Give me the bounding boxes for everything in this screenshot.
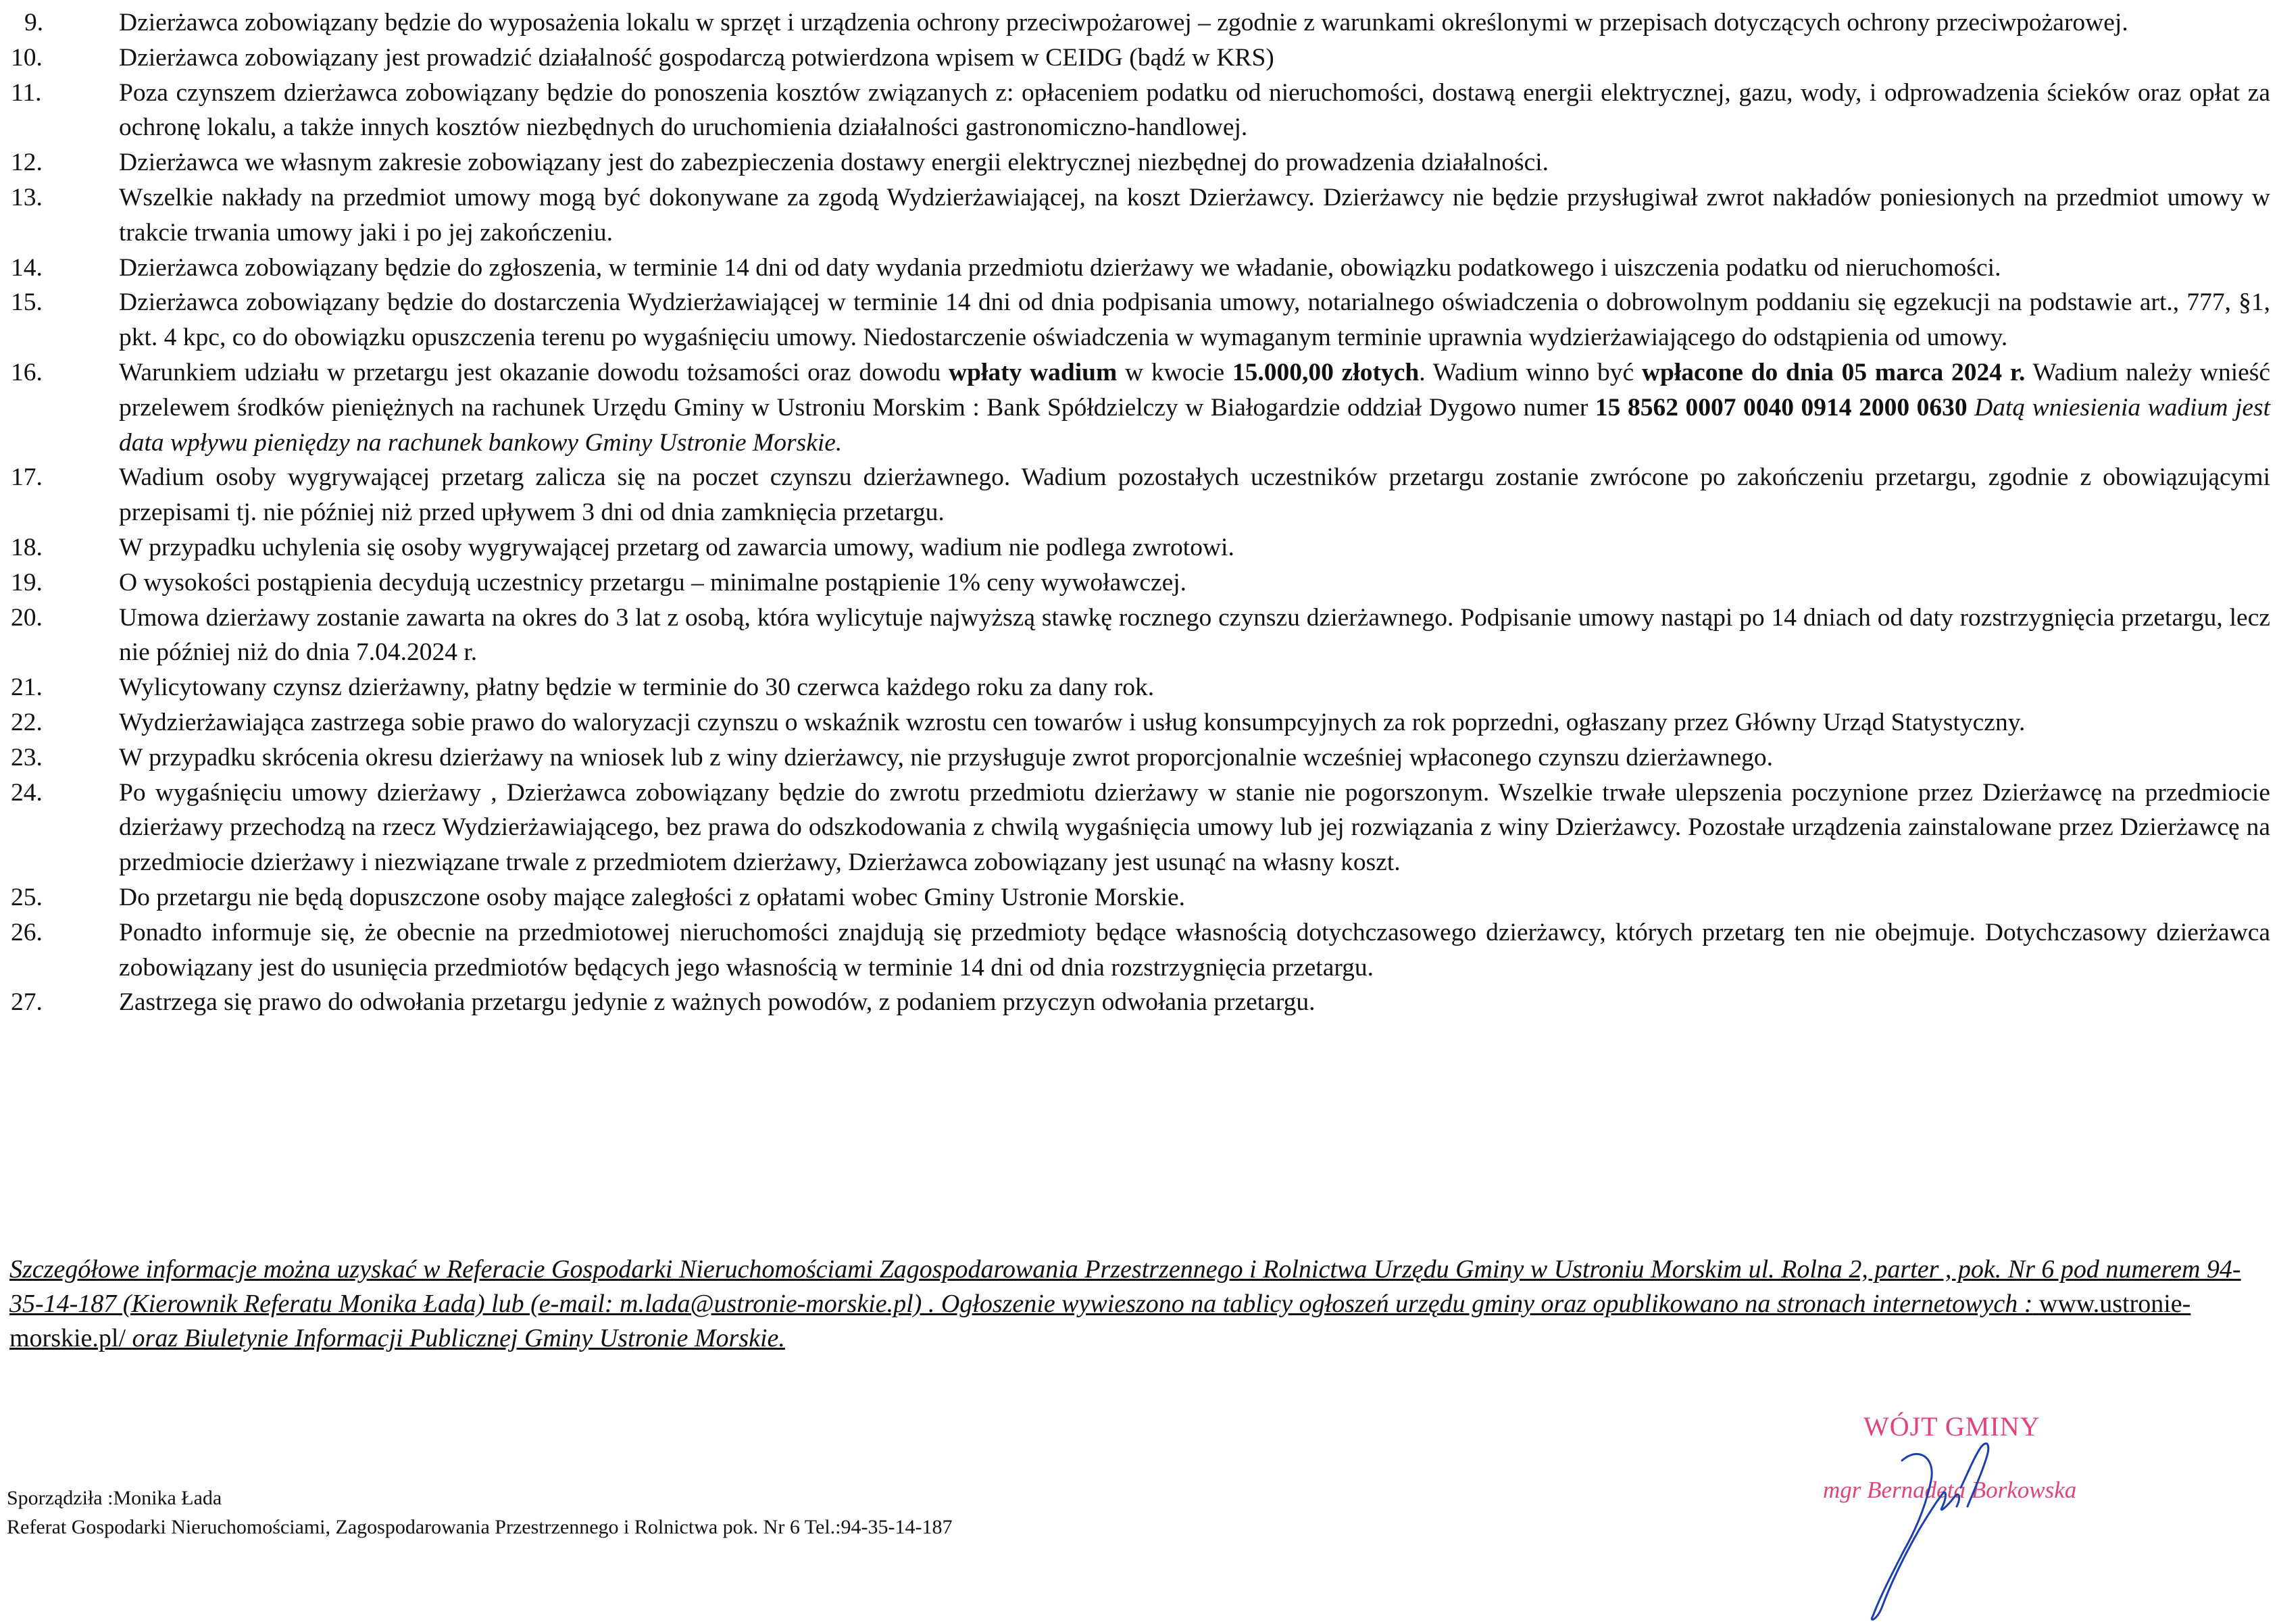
item-text: Dzierżawca zobowiązany jest prowadzić działalność gospodarczą potwierdzona wpisem w CEIDG (bądź w KRS) [119,43,1274,72]
item-text: Po wygaśnięciu umowy dzierżawy , Dzierżawca zobowiązany będzie do zwrotu przedmiotu dzierżawy w stanie nie pogorszonym. Wszelkie trwałe ulepszenia poczynione przez Dzierżawcę na przedmiocie dzierżawy przechodzą na rzecz Wydzierżawiającego, bez prawa do odszkodowania z chwilą wygaśnięcia umowy lub jej rozwiązania z winy Dzierżawcy. Pozostałe urządzenia zainstalowane przez Dzierżawcę na przedmiocie dzierżawy i niezwiązane trwale z przedmiotem dzierżawy, Dzierżawca zobowiązany jest usunąć na własny koszt. [119,778,2270,877]
item-text: Wylicytowany czynsz dzierżawny, płatny będzie w terminie do 30 czerwca każdego roku za dany rok. [119,674,1155,702]
website-link[interactable]: www.ustronie-morskie.pl/ [9,1290,2191,1352]
item-text: Dzierżawca zobowiązany będzie do wyposażenia lokalu w sprzęt i urządzenia ochrony przeciwpożarowej – zgodnie z warunkami określonymi w przepisach dotyczących ochrony przeciwpożarowej. [119,9,2128,36]
item-number: 17. [11,463,43,492]
signature-block [1790,1405,2169,1624]
signatory-title: WÓJT GMINY [1863,1411,2040,1442]
list-item [0,251,2270,286]
item-number: 15. [11,288,43,317]
item-text: O wysokości postąpienia decydują uczestnicy przetargu – minimalne postąpienie 1% ceny wywoławczej. [119,568,1187,597]
list-item [0,285,2270,355]
item-number: 27. [11,988,43,1017]
item-text: W przypadku uchylenia się osoby wygrywającej przetarg od zawarcia umowy, wadium nie podlega zwrotowi. [119,533,1234,561]
list-item [0,460,2270,530]
signatory-name: mgr Bernadeta Borkowska [1823,1477,2077,1503]
item-number: 9. [24,9,44,36]
conditions-list [0,5,2270,1020]
item-number: 22. [11,708,43,736]
list-item [0,180,2270,251]
list-item [0,41,2270,76]
document-footer [7,1483,952,1542]
item-number: 10. [11,43,43,72]
item-number: 26. [11,918,43,946]
department-info: Referat Gospodarki Nieruchomościami, Zagospodarowania Przestrzennego i Rolnictwa pok. Nr 6 Tel.:94-35-14-187 [7,1516,953,1538]
list-item [0,985,2270,1020]
item-number: 24. [11,778,43,807]
list-item [0,705,2270,740]
item-number: 25. [11,883,43,911]
list-item [0,601,2270,671]
item-text: Do przetargu nie będą dopuszczone osoby mające zaległości z opłatami wobec Gminy Ustronie Morskie. [119,883,1185,911]
item-text: Zastrzega się prawo do odwołania przetargu jedynie z ważnych powodów, z podaniem przyczyn odwołania przetargu. [119,988,1316,1017]
list-item [0,76,2270,146]
list-item [0,5,2270,41]
contact-text: Szczegółowe informacje można uzyskać w Referacie Gospodarki Nieruchomościami Zagospodarowania Przestrzennego i Rolnictwa Urzędu Gminy w Ustroniu Morskim ul. Rolna 2, parter , pok. Nr 6 pod numerem 94-35-14-187 (Kierownik Referatu Monika Łada) lub (e-mail: m.lada@ustronie-morskie.pl) . Ogłoszenie wywieszono na tablicy ogłoszeń urzędu gminy oraz opublikowano na stronach internetowych : [9,1255,2241,1318]
item-number: 16. [11,358,43,386]
item-text: Ponadto informuje się, że obecnie na przedmiotowej nieruchomości znajdują się przedmioty będące własnością dotychczasowego dzierżawcy, których przetarg ten nie obejmuje. Dotychczasowy dzierżawca zobowiązany jest do usunięcia przedmiotów będących jego własnością w terminie 14 dni od dnia rozstrzygnięcia przetargu. [119,918,2270,982]
bip-text: oraz Biuletynie Informacji Publicznej Gminy Ustronie Morskie. [132,1324,785,1352]
item-number: 23. [11,743,43,771]
item-text: Dzierżawca we własnym zakresie zobowiązany jest do zabezpieczenia dostawy energii elektrycznej niezbędnej do prowadzenia działalności. [119,149,1549,177]
item-number: 11. [11,78,42,107]
item-number: 20. [11,603,43,632]
contact-information [9,1252,2259,1356]
list-item [0,776,2270,880]
item-text: Umowa dzierżawy zostanie zawarta na okres do 3 lat z osobą, która wylicytuje najwyższą stawkę rocznego czynszu dzierżawnego. Podpisanie umowy nastąpi po 14 dniach od daty rozstrzygnięcia przetargu, lecz nie później niż do dnia 7.04.2024 r. [119,603,2270,667]
list-item [0,565,2270,601]
item-text: Wydzierżawiająca zastrzega sobie prawo do waloryzacji czynszu o wskaźnik wzrostu cen towarów i usług konsumpcyjnych za rok poprzedni, ogłaszany przez Główny Urząd Statystyczny. [119,708,2026,736]
list-item [0,355,2270,460]
item-text: W przypadku skrócenia okresu dzierżawy na wniosek lub z winy dzierżawcy, nie przysługuje zwrot proporcjonalnie wcześniej wpłaconego czynszu dzierżawnego. [119,743,1774,771]
item-text: Wszelkie nakłady na przedmiot umowy mogą być dokonywane za zgodą Wydzierżawiającej, na koszt Dzierżawcy. Dzierżawcy nie będzie przysługiwał zwrot nakładów poniesionych na przedmiot umowy w trakcie trwania umowy jaki i po jej zakończeniu. [119,183,2270,247]
item-number: 12. [11,149,43,177]
list-item [0,880,2270,915]
item-number: 21. [11,674,43,702]
list-item [0,670,2270,705]
list-item [0,145,2270,180]
list-item [0,530,2270,565]
item-text: Dzierżawca zobowiązany będzie do dostarczenia Wydzierżawiającej w terminie 14 dni od dnia podpisania umowy, notarialnego oświadczenia o dobrowolnym poddaniu się egzekucji na podstawie art., 777, §1, pkt. 4 kpc, co do obowiązku opuszczenia terenu po wygaśnięciu umowy. Niedostarczenie oświadczenia w wymaganym terminie uprawnia wydzierżawiającego do odstąpienia od umowy. [119,288,2270,352]
item-number: 14. [11,253,43,282]
handwritten-signature-icon [1790,1405,2169,1624]
item-text: Poza czynszem dzierżawca zobowiązany będzie do ponoszenia kosztów związanych z: opłaceniem podatku od nieruchomości, dostawą energii elektrycznej, gazu, wody, i odprowadzenia ścieków oraz opłat za ochronę lokalu, a także innych kosztów niezbędnych do uruchomienia działalności gastronomiczno-handlowej. [119,78,2270,142]
item-text: Warunkiem udziału w przetargu jest okazanie dowodu tożsamości oraz dowodu wpłaty wadium w kwocie 15.000,00 złotych. Wadium winno być wpłacone do dnia 05 marca 2024 r. Wadium należy wnieść przelewem środków pieniężnych na rachunek Urzędu Gminy w Ustroniu Morskim : Bank Spółdzielczy w Białogardzie oddział Dygowo numer 15 8562 0007 0040 0914 2000 0630 Datą wniesienia wadium jest data wpływu pieniędzy na rachunek bankowy Gminy Ustronie Morskie. [119,358,2271,457]
prepared-by: Sporządziła :Monika Łada [7,1487,222,1509]
item-text: Dzierżawca zobowiązany będzie do zgłoszenia, w terminie 14 dni od daty wydania przedmiotu dzierżawy we władanie, obowiązku podatkowego i uiszczenia podatku od nieruchomości. [119,253,2001,282]
item-number: 13. [11,183,43,211]
item-text: Wadium osoby wygrywającej przetarg zalicza się na poczet czynszu dzierżawnego. Wadium pozostałych uczestników przetargu zostanie zwrócone po zakończeniu przetargu, zgodnie z obowiązującymi przepisami tj. nie później niż przed upływem 3 dni od dnia zamknięcia przetargu. [119,463,2270,527]
item-number: 18. [11,533,43,561]
list-item [0,915,2270,986]
item-number: 19. [11,568,43,597]
list-item [0,740,2270,776]
